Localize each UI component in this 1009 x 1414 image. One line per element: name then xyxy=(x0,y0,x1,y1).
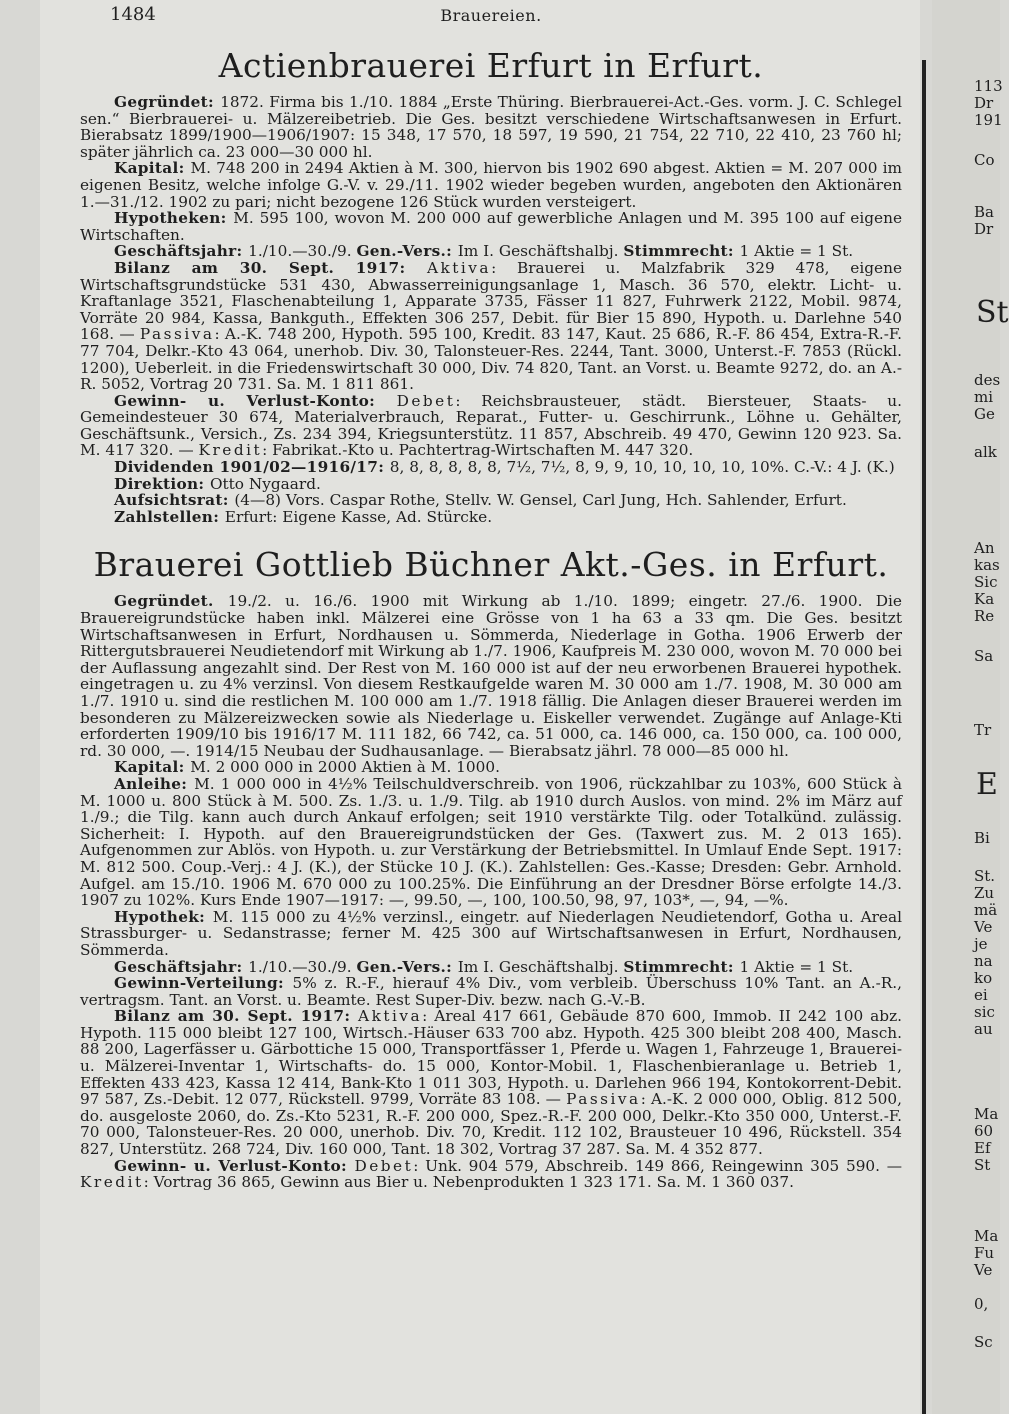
field-label-stimmrecht: Stimmrecht: xyxy=(623,957,740,976)
entry-text: M. 595 100, wovon M. 200 000 auf gewerbliche Anlagen und M. 395 100 auf eigene Wirtschaften. xyxy=(80,209,903,244)
page-content xyxy=(80,48,902,1191)
field-label-hypothek: Hypothek: xyxy=(114,907,213,926)
adjacent-fragment-text: Ef xyxy=(974,1139,991,1157)
adjacent-fragment-text: Ve xyxy=(974,1261,993,1279)
field-label-bilanz-am-30-sept-1917: Bilanz am 30. Sept. 1917: xyxy=(114,1007,359,1026)
adjacent-fragment-text: des xyxy=(974,371,1001,389)
adjacent-fragment-text: St xyxy=(974,1156,991,1174)
entry-paragraph xyxy=(80,1158,902,1191)
entry-paragraph xyxy=(80,476,902,493)
entry-text: 1 Aktie = 1 St. xyxy=(739,957,854,976)
field-label-dividenden-1901-02-1916-17: Dividenden 1901/02—1916/17: xyxy=(114,458,390,477)
entry-text: Otto Nygaard. xyxy=(209,474,321,493)
ledger-side-label: Debet xyxy=(354,1156,414,1175)
entry-paragraph xyxy=(80,909,902,959)
entry-paragraph xyxy=(80,776,902,909)
adjacent-fragment-text: Dr xyxy=(974,220,994,238)
entry-text: Im I. Geschäftshalbj. xyxy=(457,957,624,976)
field-label-gewinn-u-verlust-konto: Gewinn- u. Verlust-Konto: xyxy=(114,391,397,410)
entry-text: : A.-K. 2 000 000, Oblig. 812 500, do. ausgeloste 2060, do. Zs.-Kto 5231, R.-F. 200 000, Spez.-R.-F. 200 000, Delkr.-Kto 350 000, Unterst.-F. 70 000, Talonsteuer-Res. 20 000, unerhob. Div. 70, Kredit. 112 102, Brausteuer 10 496, Rückstell. 354 827, Unterstütz. 268 724, Div. 160 000, Tant. 18 302, Vortrag 37 287. Sa. M. 4 352 877. xyxy=(80,1090,902,1159)
ledger-side-label: Kredit xyxy=(198,441,263,460)
entry-paragraph xyxy=(80,509,902,526)
adjacent-fragment-text: Sa xyxy=(974,647,994,665)
entry-paragraph xyxy=(80,959,902,976)
document-page xyxy=(40,0,920,1414)
adjacent-fragment-text: kas xyxy=(974,556,1000,574)
field-label-gegr-ndet: Gegründet. xyxy=(114,592,228,611)
column-rule xyxy=(922,60,926,1414)
entry-paragraph xyxy=(80,759,902,776)
field-label-gegr-ndet: Gegründet: xyxy=(114,93,221,111)
company-heading: Brauerei Gottlieb Büchner Akt.-Ges. in Erfurt. xyxy=(93,545,889,585)
entry-text: M. 2 000 000 in 2000 Aktien à M. 1000. xyxy=(190,758,500,777)
ledger-side-label: Kredit xyxy=(80,1173,144,1192)
field-label-hypotheken: Hypotheken: xyxy=(114,209,234,228)
field-label-kapital: Kapital: xyxy=(114,758,191,777)
entry-text: 5% z. R.-F., hierauf 4% Div., vom verbleib. Überschuss 10% Tant. an A.-R., vertragsm. Tant. an Vorst. u. Beamte. Rest Super-Div. bezw. nach G.-V.-B. xyxy=(80,974,902,1009)
adjacent-fragment-text: 113 xyxy=(974,77,1003,95)
adjacent-fragment-text: E xyxy=(976,767,998,802)
adjacent-fragment-text: An xyxy=(974,539,995,557)
adjacent-fragment-text: Ba xyxy=(974,203,994,221)
entry-text: M. 748 200 in 2494 Aktien à M. 300, hiervon bis 1902 690 abgest. Aktien = M. 207 000 im eigenen Besitz, welche infolge G.-V. v. 29./11. 1902 wieder begeben wurden, angeboten den Aktionären 1.—31./12. 1902 zu pari; nicht bezogene 126 Stück wurden versteigert. xyxy=(80,159,902,211)
adjacent-fragment-text: Sic xyxy=(974,573,998,591)
adjacent-fragment-text: na xyxy=(974,952,993,970)
adjacent-fragment-text: Fu xyxy=(974,1244,995,1262)
field-label-aufsichtsrat: Aufsichtsrat: xyxy=(114,491,235,510)
ledger-side-label: Aktiva xyxy=(426,258,492,277)
adjacent-fragment-text: 60 xyxy=(974,1122,994,1140)
entry-text: 19./2. u. 16./6. 1900 mit Wirkung ab 1./10. 1899; eingetr. 27./6. 1900. Die Brauereigrundstücke haben inkl. Mälzerei eine Grösse von 1 ha 63 a 33 qm. Die Ges. besitzt Wirtschaftsanwesen in Erfurt, Nordhausen u. Sömmerda, Niederlage in Gotha. 1906 Erwerb der Rittergutsbrauerei Neudietendorf mit Wirkung ab 1./7. 1906, Kaufpreis M. 230 000, wovon M. 70 000 bei der Auflassung angezahlt sind. Der Rest von M. 160 000 ist auf der neu erworbenen Brauerei hypothek. eingetragen u. zu 4% verzinsl. Von diesem Restkaufgelde waren M. 30 000 am 1./7. 1908, M. 30 000 am 1./7. 1910 u. sind die restlichen M. 100 000 am 1./7. 1918 fällig. Die Anlagen dieser Brauerei werden im besonderen zu Mälzereizwecken sowie als Niederlage u. Eiskeller verwendet. Zugänge auf Anlage-Kti erforderten 1909/10 bis 1916/17 M. 111 182, 66 742, ca. 51 000, ca. 146 000, ca. 150 000, ca. 100 000, rd. 30 000, —. 1914/15 Neubau der Sudhausanlage. — Bierabsatz jährl. 78 000—85 000 hl. xyxy=(80,592,902,760)
field-label-direktion: Direktion: xyxy=(114,474,210,493)
adjacent-fragment-text: sic xyxy=(974,1003,995,1021)
entry-paragraph xyxy=(80,160,902,210)
adjacent-fragment-text: Bi xyxy=(974,829,990,847)
adjacent-fragment-text: Ge xyxy=(974,405,995,423)
entry-paragraph xyxy=(80,393,902,459)
entry-paragraph xyxy=(80,260,902,393)
adjacent-fragment-text: mä xyxy=(974,901,998,919)
entry-paragraph xyxy=(80,94,902,160)
entry-text: 1 Aktie = 1 St. xyxy=(739,242,854,261)
entry-text: (4—8) Vors. Caspar Rothe, Stellv. W. Gensel, Carl Jung, Hch. Sahlender, Erfurt. xyxy=(234,491,847,510)
ledger-side-label: Passiva xyxy=(139,325,215,344)
page-number: 1484 xyxy=(110,4,156,25)
entry-text: Im I. Geschäftshalbj. xyxy=(457,242,624,261)
field-label-zahlstellen: Zahlstellen: xyxy=(114,507,225,526)
ledger-side-label: Debet xyxy=(396,391,456,410)
entry-paragraph xyxy=(80,210,902,243)
entry-paragraph xyxy=(80,243,902,260)
field-label-gewinn-verteilung: Gewinn-Verteilung: xyxy=(114,974,293,993)
field-label-anleihe: Anleihe: xyxy=(114,774,195,793)
entry-paragraph xyxy=(80,593,902,759)
adjacent-fragment-text: Zu xyxy=(974,884,995,902)
entry-text: 1./10.—30./9. xyxy=(248,242,357,261)
field-label-kapital: Kapital: xyxy=(114,159,191,178)
entry-paragraph xyxy=(80,1008,902,1157)
running-title: Brauereien. xyxy=(440,6,542,25)
adjacent-fragment-text: au xyxy=(974,1020,993,1038)
entry-paragraph xyxy=(80,975,902,1008)
entry-text: 1872. Firma bis 1./10. 1884 „Erste Thüring. Bierbrauerei-Act.-Ges. vorm. J. C. Schlegel sen.“ Bierbrauerei- u. Mälzereibetrieb. Die Ges. besitzt verschiedene Wirtschaftsanwesen in Erfurt. Bierabsatz 1899/1900—1906/1907: 15 348, 17 570, 18 597, 19 590, 21 754, 22 710, 22 410, 23 760 hl; später jährlich ca. 23 000—30 000 hl. xyxy=(80,93,902,161)
entry-paragraph xyxy=(80,459,902,476)
adjacent-fragment-text: 191 xyxy=(974,111,1003,129)
entry-text: : Brauerei u. Malzfabrik 329 478, eigene Wirtschaftsgrundstücke 531 430, Abwasserreinigungsanlage 1, Masch. 36 570, elektr. Licht- u. Kraftanlage 3521, Flaschenabteilung 1, Apparate 3735, Fässer 11 827, Fuhrwerk 2122, Mobil. 9874, Vorräte 20 984, Kassa, Bankguth., Effekten 306 257, Debit. für Bier 15 890, Hypoth. u. Darlehne 540 168. — xyxy=(80,258,902,344)
entry-text: M. 1 000 000 in 4½% Teilschuldverschreib. von 1906, rückzahlbar zu 103%, 600 Stück à M. 1000 u. 800 Stück à M. 500. Zs. 1./3. u. 1./9. Tilg. ab 1910 durch Auslos. von mind. 2% im März auf 1./9.; die Tilg. kann auch durch Ankauf erfolgen; seit 1910 verstärkte Tilg. oder Totalkünd. zulässig. Sicherheit: I. Hypoth. auf den Brauereigrundstücken der Ges. (Taxwert zus. M. 2 013 165). Aufgenommen zur Ablös. von Hypoth. u. zur Verstärkung der Betriebsmittel. In Umlauf Ende Sept. 1917: M. 812 500. Coup.-Verj.: 4 J. (K.), der Stücke 10 J. (K.). Zahlstellen: Ges.-Kasse; Dresden: Gebr. Arnhold. Aufgel. am 15./10. 1906 M. 670 000 zu 100.25%. Die Einführung an der Dresdner Börse erfolgte 14./3. 1907 zu 102%. Kurs Ende 1907—1917: —, 99.50, —, 100, 100.50, 98, 97, 103*, —, 94, —%. xyxy=(80,774,902,910)
adjacent-fragment-text: Re xyxy=(974,607,995,625)
adjacent-fragment-text: je xyxy=(974,935,988,953)
field-label-gen-vers: Gen.-Vers.: xyxy=(356,957,458,976)
adjacent-fragment-text: St xyxy=(976,295,1009,330)
entry-paragraph xyxy=(80,492,902,509)
adjacent-fragment-text: ei xyxy=(974,986,988,1004)
ledger-side-label: Passiva xyxy=(566,1090,641,1109)
entry-text: : A.-K. 748 200, Hypoth. 595 100, Kredit. 83 147, Kaut. 25 686, R.-F. 86 454, Extra-R.-F. 77 704, Delkr.-Kto 43 064, unerhob. Div. 30, Talonsteuer-Res. 2244, Tant. 3000, Unterst.-F. 7853 (Rückl. 1200), Ueberleit. in die Friedenswirtschaft 30 000, Div. 74 820, Tant. an Vorst. u. Beamte 9272, do. an A.-R. 5052, Vortrag 20 731. Sa. M. 1 811 861. xyxy=(80,325,902,394)
adjacent-fragment-text: Ve xyxy=(974,918,993,936)
entry-text: : Reichsbrausteuer, städt. Biersteuer, Staats- u. Gemeindesteuer 30 674, Materialverbrauch, Reparat., Futter- u. Geschirrunk., Löhne u. Gehälter, Geschäftsunk., Versich., Zs. 234 394, Kriegsunterstütz. 11 857, Abschreib. 49 470, Gewinn 120 923. Sa. M. 417 320. — xyxy=(80,391,902,460)
ledger-side-label: Aktiva xyxy=(358,1007,423,1026)
entry-text: 1./10.—30./9. xyxy=(248,957,357,976)
field-label-gewinn-u-verlust-konto: Gewinn- u. Verlust-Konto: xyxy=(114,1156,355,1175)
adjacent-fragment-text: alk xyxy=(974,443,997,461)
entry-text: : Unk. 904 579, Abschreib. 149 866, Reingewinn 305 590. — xyxy=(413,1156,902,1175)
entry-text: 8, 8, 8, 8, 8, 8, 7½, 7½, 8, 9, 9, 10, 10, 10, 10, 10%. C.-V.: 4 J. (K.) xyxy=(389,458,895,477)
adjacent-fragment-text: mi xyxy=(974,388,994,406)
field-label-gen-vers: Gen.-Vers.: xyxy=(356,242,458,261)
page-header xyxy=(80,0,902,30)
adjacent-fragment-text: Co xyxy=(974,151,995,169)
entry-text: : Fabrikat.-Kto u. Pachtertrag-Wirtschaften M. 447 320. xyxy=(262,441,694,460)
adjacent-fragment-text: Ma xyxy=(974,1105,999,1123)
field-label-bilanz-am-30-sept-1917: Bilanz am 30. Sept. 1917: xyxy=(114,258,427,277)
entry-text: Erfurt: Eigene Kasse, Ad. Stürcke. xyxy=(224,507,493,526)
company-heading: Actienbrauerei Erfurt in Erfurt. xyxy=(218,46,764,85)
entry-text: M. 115 000 zu 4½% verzinsl., eingetr. auf Niederlagen Neudietendorf, Gotha u. Areal Strassburger- u. Sedanstrasse; ferner M. 425 300 auf Wirtschaftsanwesen in Erfurt, Nordhausen, Sömmerda. xyxy=(80,907,902,959)
adjacent-fragment-text: Dr xyxy=(974,94,994,112)
entry-text: : Vortrag 36 865, Gewinn aus Bier u. Nebenprodukten 1 323 171. Sa. M. 1 360 037. xyxy=(143,1173,795,1192)
field-label-gesch-ftsjahr: Geschäftsjahr: xyxy=(114,242,249,261)
adjacent-fragment-text: ko xyxy=(974,969,993,987)
field-label-stimmrecht: Stimmrecht: xyxy=(623,242,740,261)
adjacent-fragment-text: Sc xyxy=(974,1333,993,1351)
adjacent-fragment-text: Tr xyxy=(974,721,992,739)
adjacent-fragment-text: Ka xyxy=(974,590,995,608)
adjacent-fragment-text: 0, xyxy=(974,1295,989,1313)
adjacent-fragment-text: Ma xyxy=(974,1227,999,1245)
field-label-gesch-ftsjahr: Geschäftsjahr: xyxy=(114,957,249,976)
adjacent-fragment-text: St. xyxy=(974,867,996,885)
adjacent-page-fragment xyxy=(932,0,1009,1414)
entry-text: : Areal 417 661, Gebäude 870 600, Immob. II 242 100 abz. Hypoth. 115 000 bleibt 127 100, Wirtsch.-Häuser 633 700 abz. Hypoth. 425 300 bleibt 208 400, Masch. 88 200, Lagerfässer u. Gärbottiche 15 000, Transportfässer 1, Pferde u. Wagen 1, Fahrzeuge 1, Brauerei- u. Mälzerei-Inventar 1, Wirtschafts- do. 15 000, Kontor-Mobil. 1, Flaschenbieranlage u. Betrieb 1, Effekten 433 423, Kassa 12 414, Bank-Kto 1 011 303, Hypoth. u. Darlehen 966 194, Kontokorrent-Debit. 97 587, Zs.-Debit. 12 077, Rückstell. 9799, Vorräte 83 108. — xyxy=(80,1007,902,1109)
